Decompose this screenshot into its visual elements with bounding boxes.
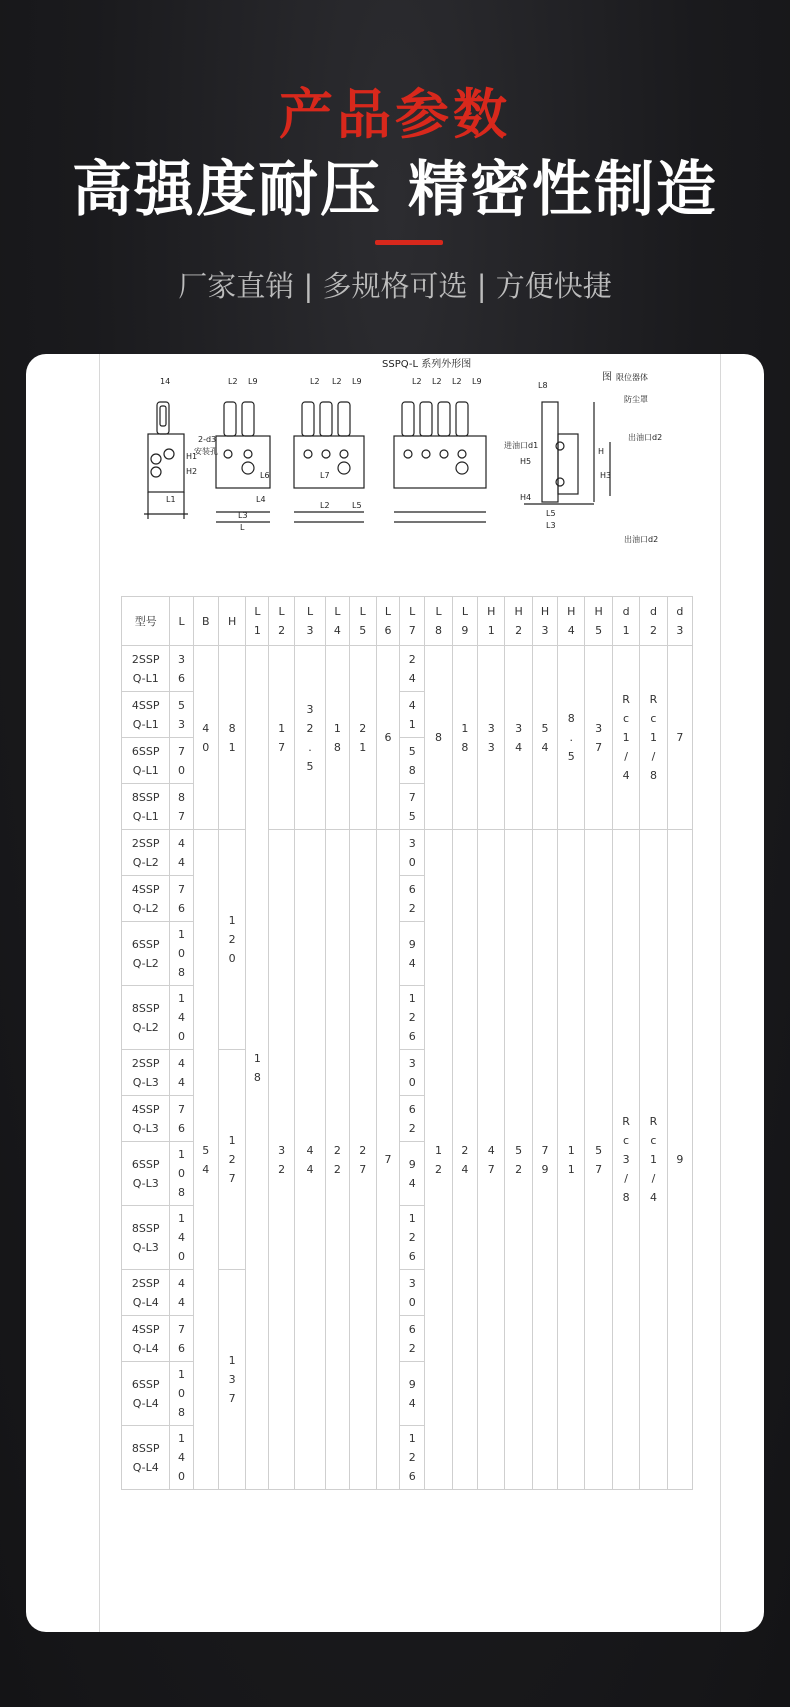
callout-inlet: 进油口d1 [504,441,539,450]
dim-l2: L2 [332,377,342,386]
cell-L: 8 7 [170,784,193,830]
cell-L7: 3 0 [400,1270,425,1316]
cell-model: 8SSP Q-L3 [122,1206,170,1270]
cell-L1: 1 8 [246,646,269,1490]
dim-l2: L2 [310,377,320,386]
cell-L: 7 6 [170,876,193,922]
cell-H3: 5 4 [532,646,557,830]
header-H1: H 1 [478,597,505,646]
cell-L9: 1 8 [452,646,477,830]
header-L2: L 2 [269,597,294,646]
header-H2: H 2 [505,597,532,646]
cell-L7: 2 4 [400,646,425,692]
cell-L: 1 0 8 [170,922,193,986]
cell-L7: 5 8 [400,738,425,784]
header-L: L [170,597,193,646]
cell-model: 4SSP Q-L3 [122,1096,170,1142]
dim-h5: H5 [520,457,532,466]
accent-divider [375,240,443,245]
header-H5: H 5 [585,597,612,646]
cell-model: 8SSP Q-L1 [122,784,170,830]
cell-H4: 8 . 5 [558,646,585,830]
callout-limiter: 限位器体 [616,373,648,382]
drawing-title: SSPQ-L 系列外形图 [382,359,472,370]
cell-H4: 1 1 [558,830,585,1490]
header-B: B [193,597,218,646]
cell-L7: 9 4 [400,1142,425,1206]
dim-l7: L7 [320,471,330,480]
cell-L3: 4 4 [294,830,326,1490]
header-d2: d 2 [640,597,667,646]
header-L1: L 1 [246,597,269,646]
cell-H5: 3 7 [585,646,612,830]
header-H3: H 3 [532,597,557,646]
dimension-drawing [124,354,764,584]
header-L9: L 9 [452,597,477,646]
dim-l9: L9 [472,377,482,386]
cell-d1: R c 1 / 4 [612,646,639,830]
cell-L6: 6 [376,646,399,830]
cell-H2: 3 4 [505,646,532,830]
cell-L: 4 4 [170,1050,193,1096]
cell-model: 6SSP Q-L4 [122,1362,170,1426]
cell-L: 1 0 8 [170,1362,193,1426]
cell-H: 8 1 [218,646,245,830]
dim-l9: L9 [248,377,258,386]
dim-l2: L2 [320,501,330,510]
cell-d3: 9 [667,830,692,1490]
headline-left: 高强度耐压 [72,155,382,225]
cell-model: 4SSP Q-L2 [122,876,170,922]
cell-d2: R c 1 / 8 [640,646,667,830]
dim-l2: L2 [412,377,422,386]
dim-14: 14 [160,377,171,386]
dim-h4: H4 [520,493,532,502]
header-L3: L 3 [294,597,326,646]
dim-l2: L2 [432,377,442,386]
cell-L6: 7 [376,830,399,1490]
page-title: 产品参数 [279,83,511,146]
cell-L4: 1 8 [326,646,349,830]
header-d1: d 1 [612,597,639,646]
cell-H: 1 3 7 [218,1270,245,1490]
dim-l1: L1 [166,495,176,504]
table-row [122,830,693,876]
dim-h1: H1 [186,452,198,461]
dim-l5: L5 [352,501,362,510]
dim-h: H [598,447,605,456]
cell-L2: 1 7 [269,646,294,830]
dim-l4: L4 [256,495,266,504]
cell-L: 1 4 0 [170,986,193,1050]
cell-model: 4SSP Q-L1 [122,692,170,738]
cell-d3: 7 [667,646,692,830]
headline [0,142,790,228]
cell-L7: 3 0 [400,1050,425,1096]
cell-L8: 8 [425,646,452,830]
cell-d1: R c 3 / 8 [612,830,639,1490]
cell-B: 5 4 [193,830,218,1490]
header-d3: d 3 [667,597,692,646]
cell-L7: 7 5 [400,784,425,830]
cell-model: 8SSP Q-L2 [122,986,170,1050]
cell-L5: 2 7 [349,830,376,1490]
header-L6: L 6 [376,597,399,646]
header-L8: L 8 [425,597,452,646]
cell-L: 7 0 [170,738,193,784]
cell-model: 6SSP Q-L1 [122,738,170,784]
header-型号: 型号 [122,597,170,646]
cell-H2: 5 2 [505,830,532,1490]
header-H4: H 4 [558,597,585,646]
cell-L2: 3 2 [269,830,294,1490]
cell-model: 2SSP Q-L4 [122,1270,170,1316]
callout-dust-cover: 防尘罩 [624,395,648,404]
cell-L3: 3 2 . 5 [294,646,326,830]
cell-L7: 9 4 [400,1362,425,1426]
dim-h2: H2 [186,467,198,476]
callout-outlet-top: 出油口d2 [628,433,663,442]
cell-L: 5 3 [170,692,193,738]
cell-L: 4 4 [170,830,193,876]
cell-L8: 1 2 [425,830,452,1490]
callout-mounting-hole: 安装孔 [194,447,218,456]
cell-H5: 5 7 [585,830,612,1490]
cell-L: 7 6 [170,1096,193,1142]
cell-model: 4SSP Q-L4 [122,1316,170,1362]
dim-l8: L8 [538,381,548,390]
dim-l9: L9 [352,377,362,386]
cell-L9: 2 4 [452,830,477,1490]
cell-L: 3 6 [170,646,193,692]
dim-l2: L2 [452,377,462,386]
dim-l5: L5 [546,509,556,518]
cell-L: 4 4 [170,1270,193,1316]
cell-L5: 2 1 [349,646,376,830]
cell-model: 2SSP Q-L3 [122,1050,170,1096]
dim-l6: L6 [260,471,270,480]
cell-L7: 9 4 [400,922,425,986]
subtitle: 厂家直销 | 多规格可选 | 方便快捷 [178,269,612,303]
header-L7: L 7 [400,597,425,646]
dim-l2: L2 [228,377,238,386]
cell-L7: 6 2 [400,1316,425,1362]
cell-model: 2SSP Q-L2 [122,830,170,876]
cell-model: 8SSP Q-L4 [122,1426,170,1490]
cell-L: 1 4 0 [170,1206,193,1270]
dim-l: L [240,523,245,532]
header-L4: L 4 [326,597,349,646]
cell-L7: 1 2 6 [400,1426,425,1490]
cell-L7: 6 2 [400,876,425,922]
headline-right: 精密性制造 [408,155,718,225]
cell-H1: 3 3 [478,646,505,830]
cell-H: 1 2 7 [218,1050,245,1270]
cell-model: 6SSP Q-L3 [122,1142,170,1206]
cell-L4: 2 2 [326,830,349,1490]
cell-H: 1 2 0 [218,830,245,1050]
cell-L: 1 0 8 [170,1142,193,1206]
dim-l3: L3 [238,511,248,520]
header-H: H [218,597,245,646]
dim-h3: H3 [600,471,612,480]
header-L5: L 5 [349,597,376,646]
cell-L7: 6 2 [400,1096,425,1142]
spec-table [121,596,693,1490]
cell-L7: 3 0 [400,830,425,876]
cell-B: 4 0 [193,646,218,830]
cell-H3: 7 9 [532,830,557,1490]
cell-L7: 4 1 [400,692,425,738]
cell-L: 1 4 0 [170,1426,193,1490]
cell-L7: 1 2 6 [400,1206,425,1270]
callout-2-d3: 2-d3 [198,435,217,444]
drawing-fig-label: 图 [602,372,612,383]
dim-l3: L3 [546,521,556,530]
callout-outlet-bottom: 出油口d2 [624,535,659,544]
cell-model: 6SSP Q-L2 [122,922,170,986]
cell-H1: 4 7 [478,830,505,1490]
cell-d2: R c 1 / 4 [640,830,667,1490]
cell-model: 2SSP Q-L1 [122,646,170,692]
table-header-row [122,597,693,646]
cell-L: 7 6 [170,1316,193,1362]
table-row [122,646,693,692]
cell-L7: 1 2 6 [400,986,425,1050]
